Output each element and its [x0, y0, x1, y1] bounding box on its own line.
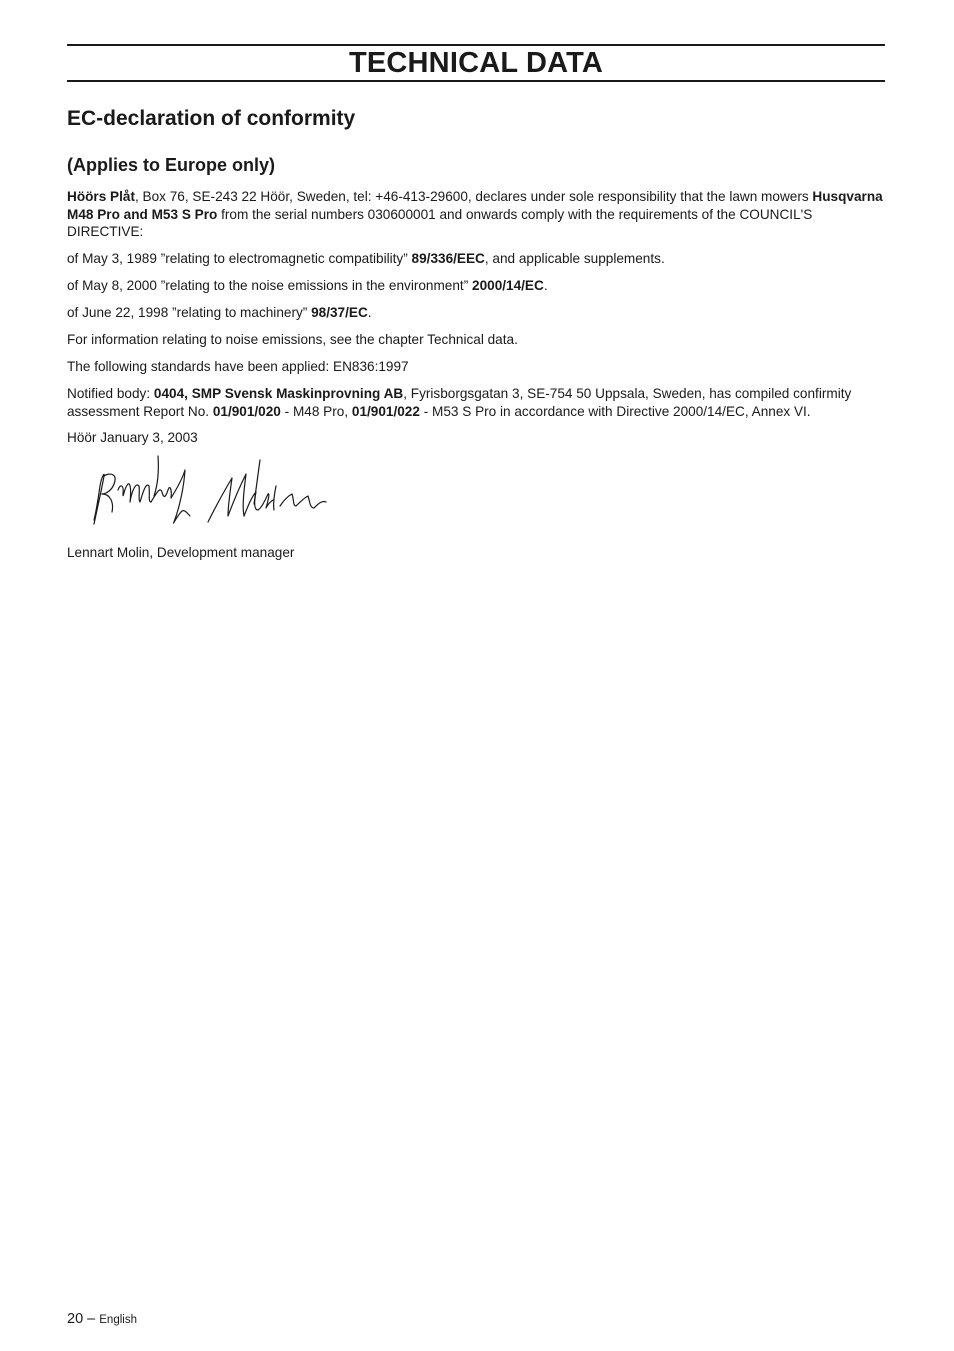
notified-label: Notified body: — [67, 386, 154, 401]
product-names: Husqvarna M48 Pro and M53 S Pro — [67, 189, 883, 222]
company-address: , Box 76, SE-243 22 Höör, Sweden, tel: +46-413-29600, declares under sole responsibility that the lawn mowers — [134, 189, 813, 204]
directive-text: of May 3, 1989 ”relating to electromagnetic compatibility” — [67, 251, 412, 266]
page-footer — [67, 1311, 137, 1327]
header-rule-bottom — [67, 80, 885, 82]
directive-code: 98/37/EC — [311, 305, 368, 320]
declaration-paragraph — [67, 188, 887, 241]
directive-noise — [67, 277, 887, 295]
notified-body-paragraph — [67, 385, 887, 420]
notified-body: 0404, SMP Svensk Maskinprovning AB — [153, 386, 404, 401]
directive-text: of June 22, 1998 ”relating to machinery” — [67, 305, 312, 320]
notified-text: , Fyrisborgsgatan 3, SE-754 50 Uppsala, Sweden, has compiled confirmity assessment Report No. — [67, 386, 852, 419]
directive-suffix: , and applicable supplements. — [484, 251, 665, 266]
directive-machinery — [67, 304, 887, 322]
section-heading: EC-declaration of conformity — [67, 107, 356, 130]
report-number: 01/901/020 — [212, 403, 281, 419]
page-title: TECHNICAL DATA — [348, 47, 604, 79]
section-subheading: (Applies to Europe only) — [67, 155, 276, 175]
directive-suffix: . — [367, 305, 372, 320]
footer-language: English — [99, 1314, 137, 1326]
noise-info: For information relating to noise emissions, see the chapter Technical data. — [67, 332, 518, 347]
company-name: Höörs Plåt — [67, 189, 135, 204]
notified-text: - M48 Pro, — [280, 403, 352, 419]
notified-text: - M53 S Pro in accordance with Directive 2000/14/EC, Annex VI. — [419, 403, 811, 419]
place-date: Höör January 3, 2003 — [67, 430, 198, 445]
report-number: 01/901/022 — [351, 403, 420, 419]
directive-code: 2000/14/EC — [472, 278, 544, 293]
serial-text: from the serial numbers 030600001 and onwards comply with the requirements of the COUNCIL'S DIRECTIVE: — [67, 206, 813, 239]
directive-text: of May 8, 2000 ”relating to the noise emissions in the environment” — [67, 278, 473, 293]
standards-applied: The following standards have been applied: EN836:1997 — [67, 359, 409, 374]
signatory: Lennart Molin, Development manager — [67, 545, 295, 560]
directive-suffix: . — [543, 278, 548, 293]
directive-code: 89/336/EEC — [411, 251, 485, 266]
directive-emc — [67, 250, 887, 268]
signature-image — [88, 450, 333, 528]
page-number: 20 – — [67, 1311, 100, 1327]
